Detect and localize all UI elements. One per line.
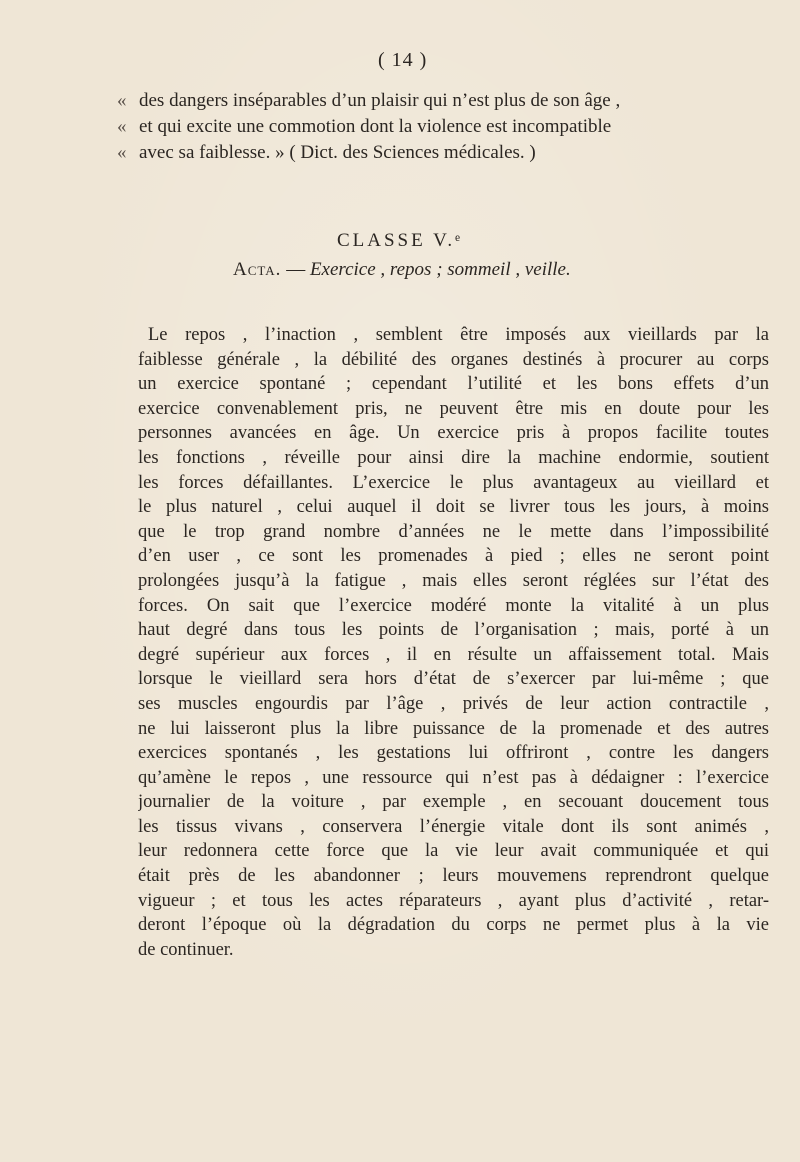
body-line: de continuer.	[138, 939, 234, 960]
body-line: les fonctions , réveille pour ainsi dire la machine endormie, soutient	[138, 447, 769, 468]
body-line: degré supérieur aux forces , il en résulte un affaissement total. Mais	[138, 644, 769, 665]
quote-line-text: des dangers inséparables d’un plaisir qui n’est plus de son âge ,	[139, 90, 621, 111]
body-line: exercices spontanés , les gestations lui offriront , contre les dangers	[138, 743, 769, 764]
body-line: les tissus vivans , conservera l’énergie vitale dont ils sont animés ,	[138, 816, 769, 837]
page-number: ( 14 )	[378, 49, 428, 71]
quote-line	[117, 88, 797, 114]
body-line: était près de les abandonner ; leurs mouvemens reprendront quelque	[138, 866, 769, 887]
quote-line	[117, 114, 797, 140]
acta-line	[233, 257, 571, 283]
body-line: deront l’époque où la dégradation du corps ne permet plus à la vie	[138, 915, 769, 936]
body-line: que le trop grand nombre d’années ne le mette dans l’impossibilité	[138, 521, 769, 542]
body-line: exercice convenablement pris, ne peuvent être mis en doute pour les	[138, 398, 769, 419]
body-line: les forces défaillantes. L’exercice le plus avantageux au vieillard et	[138, 472, 769, 493]
body-line: lorsque le vieillard sera hors d’état de s’exercer par lui-même ; que	[138, 669, 769, 690]
quote-line-text: avec sa faiblesse. » ( Dict. des Sciences médicales. )	[139, 142, 536, 163]
quote-line-text: et qui excite une commotion dont la violence est incompatible	[139, 116, 612, 137]
body-line: d’en user , ce sont les promenades à pied ; elles ne seront point	[138, 546, 769, 567]
body-line: vigueur ; et tous les actes réparateurs , ayant plus d’activité , retar-	[138, 890, 769, 911]
acta-topics: Exercice , repos ; sommeil , veille.	[309, 259, 571, 280]
body-line: ses muscles engourdis par l’âge , privés de leur action contractile ,	[138, 693, 769, 714]
quote-mark: «	[117, 142, 127, 163]
quote-mark: «	[117, 116, 127, 137]
body-line: forces. On sait que l’exercice modéré monte la vitalité à un plus	[138, 595, 769, 616]
quote-line	[117, 140, 797, 166]
body-line: ne lui laisseront plus la libre puissance de la promenade et des autres	[138, 718, 769, 739]
body-line: prolongées jusqu’à la fatigue , mais elles seront réglées sur l’état des	[138, 570, 769, 591]
body-line: personnes avancées en âge. Un exercice pris à propos facilite toutes	[138, 423, 769, 444]
section-heading: CLASSE V.ᵉ	[336, 230, 464, 251]
body-line: un exercice spontané ; cependant l’utilité et les bons effets d’un	[138, 374, 769, 395]
body-line: haut degré dans tous les points de l’organisation ; mais, porté à un	[138, 620, 769, 641]
body-line: Le repos , l’inaction , semblent être imposés aux vieillards par la	[148, 325, 769, 345]
quote-mark: «	[117, 90, 127, 111]
acta-label: Acta.	[233, 259, 282, 280]
quotation-block	[117, 88, 797, 166]
acta-dash: —	[286, 259, 306, 280]
body-line: qu’amène le repos , une ressource qui n’est pas à dédaigner : l’exercice	[138, 767, 769, 788]
body-line: leur redonnera cette force que la vie leur avait communiquée et qui	[138, 841, 769, 862]
body-line: faiblesse générale , la débilité des organes destinés à procurer au corps	[138, 349, 769, 370]
body-paragraph	[138, 323, 769, 962]
body-line: journalier de la voiture , par exemple , en secouant doucement tous	[138, 792, 769, 813]
body-line: le plus naturel , celui auquel il doit se livrer tous les jours, à moins	[138, 497, 769, 518]
